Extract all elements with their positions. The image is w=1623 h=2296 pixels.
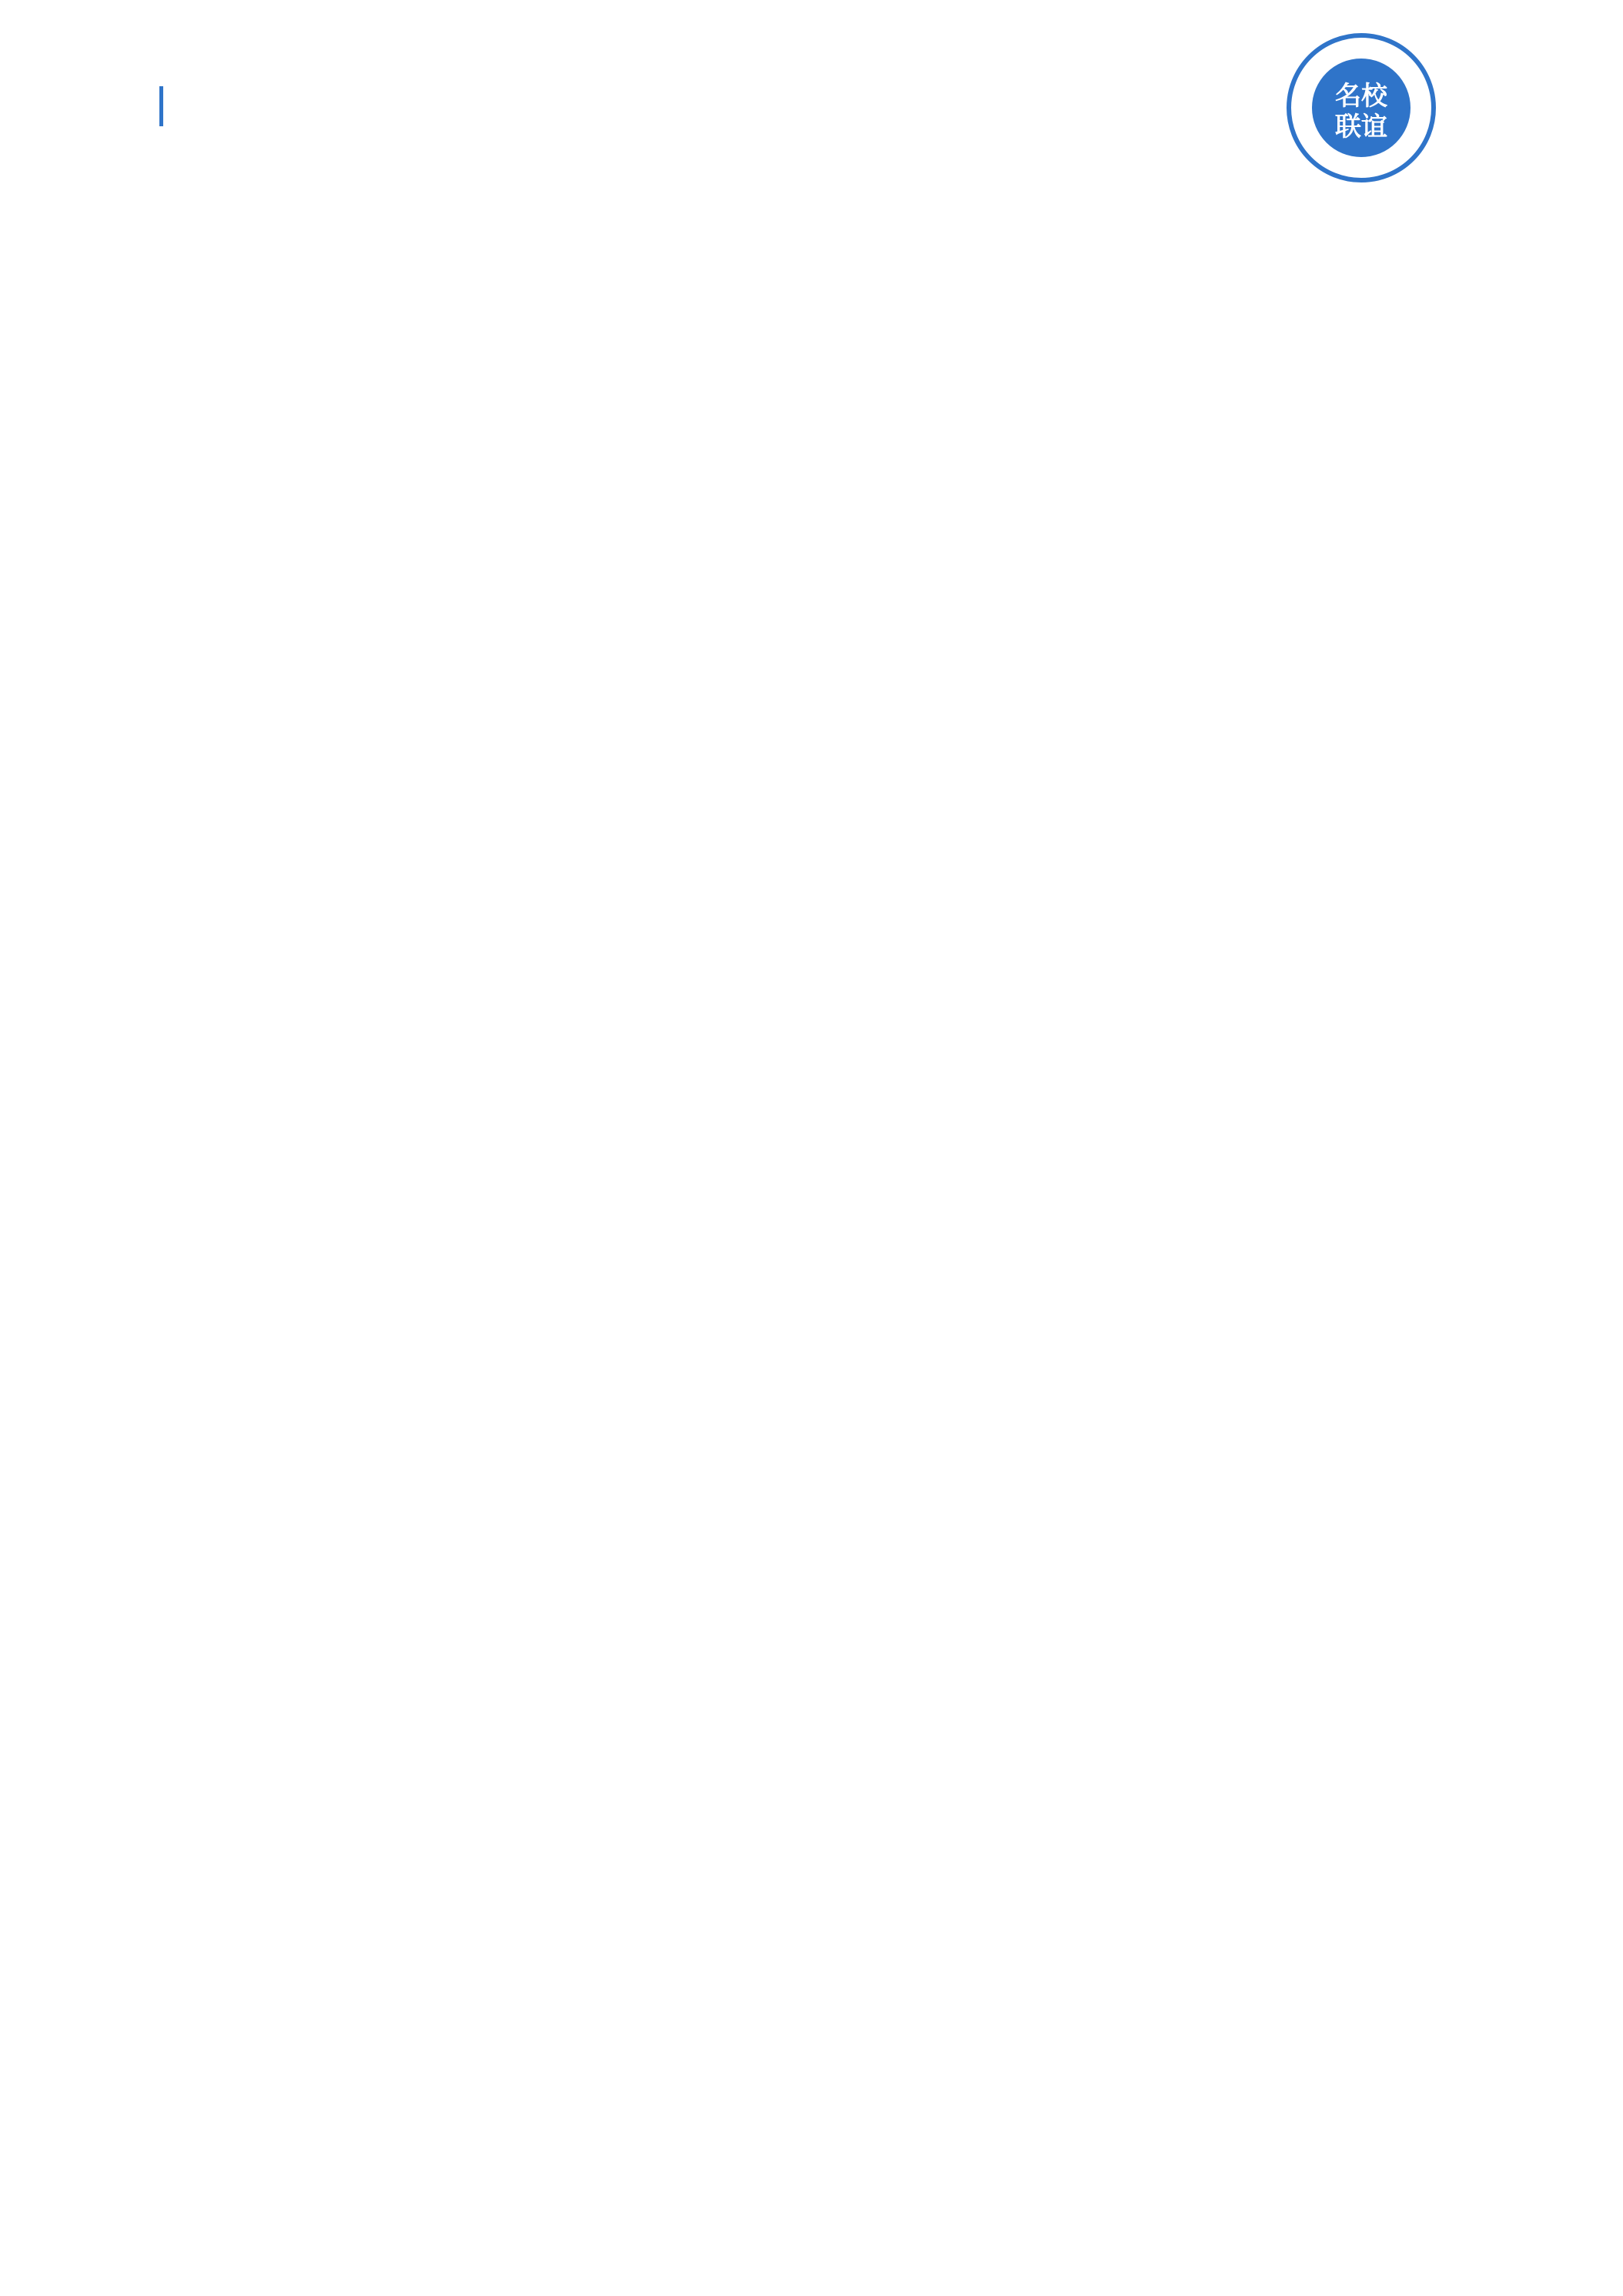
page-header <box>150 83 174 129</box>
svg-text:联谊: 联谊 <box>1335 112 1387 142</box>
school-seal-logo <box>1284 31 1438 185</box>
svg-text:名校: 名校 <box>1335 81 1387 112</box>
header-divider <box>159 86 163 126</box>
